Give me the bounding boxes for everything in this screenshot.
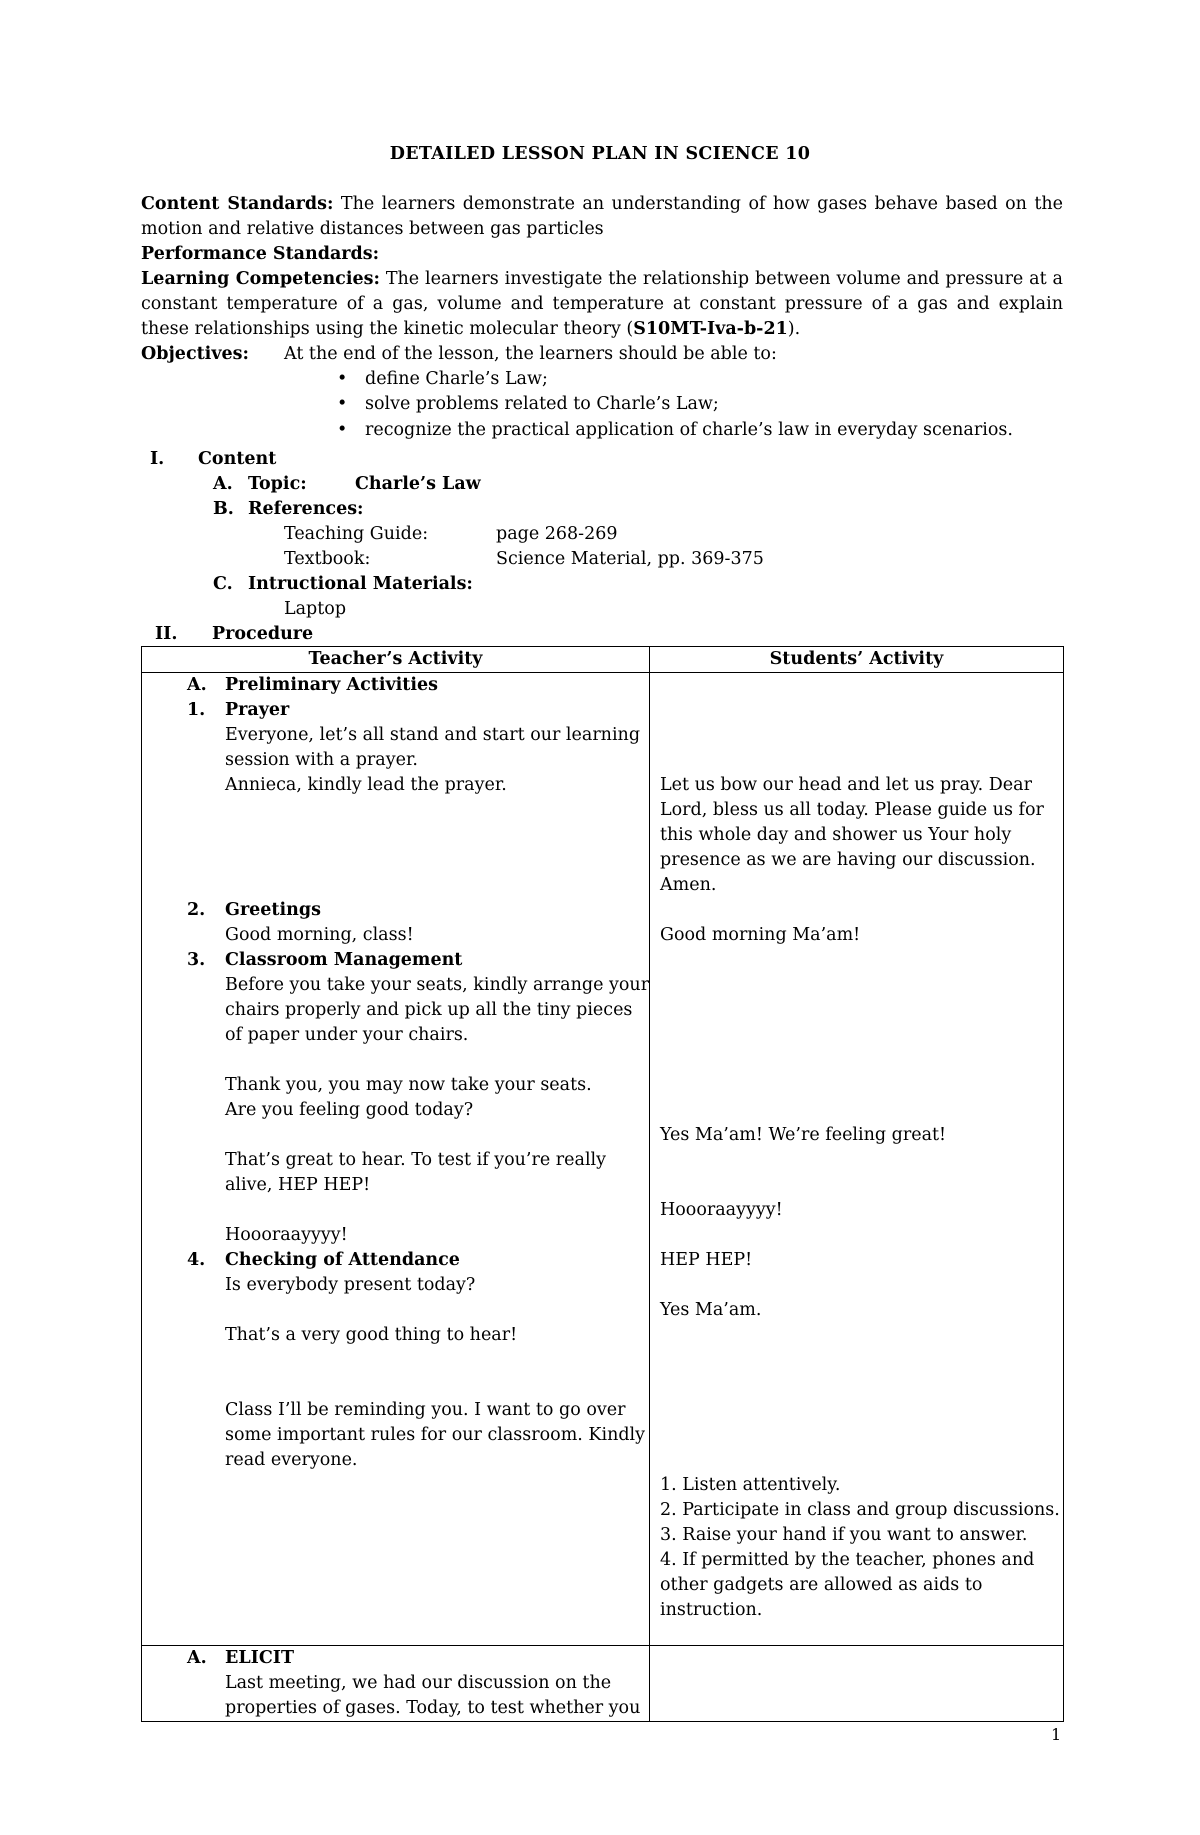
student-line: Yes Ma’am. bbox=[660, 1300, 762, 1320]
references-letter: B. bbox=[213, 499, 234, 519]
content-heading: Content bbox=[198, 449, 277, 469]
student-line: Yes Ma’am! We’re feeling great! bbox=[660, 1125, 947, 1145]
management-heading: Classroom Management bbox=[225, 950, 463, 970]
teacher-line: Are you feeling good today? bbox=[225, 1100, 474, 1120]
student-line: Good morning Ma’am! bbox=[660, 925, 861, 945]
table-row bbox=[142, 673, 1064, 1646]
performance-standards-label: Performance Standards: bbox=[141, 244, 380, 264]
elicit-heading: ELICIT bbox=[225, 1648, 294, 1668]
procedure-heading: Procedure bbox=[212, 624, 314, 644]
topic-label: Topic: bbox=[248, 474, 307, 494]
teacher-line: alive, HEP HEP! bbox=[225, 1175, 371, 1195]
content-standards bbox=[141, 192, 1063, 242]
student-line: this whole day and shower us Your holy bbox=[660, 825, 1012, 845]
textbook-label: Textbook: bbox=[284, 549, 371, 569]
greetings-heading: Greetings bbox=[225, 900, 321, 920]
materials-value: Laptop bbox=[284, 599, 347, 619]
teacher-line: Thank you, you may now take your seats. bbox=[225, 1075, 592, 1095]
teacher-line: of paper under your chairs. bbox=[225, 1025, 469, 1045]
students-cell bbox=[650, 673, 1064, 1646]
table-row bbox=[142, 1646, 1064, 1722]
student-line: HEP HEP! bbox=[660, 1250, 753, 1270]
teacher-line: session with a prayer. bbox=[225, 750, 418, 770]
teacher-line: Last meeting, we had our discussion on the bbox=[225, 1673, 612, 1693]
materials-label: Intructional Materials: bbox=[248, 574, 473, 594]
content-standards-text: The learners demonstrate an understanding of how gases behave based on the motion and relative distances between gas particles bbox=[141, 194, 1063, 239]
teacher-cell bbox=[142, 1646, 650, 1722]
rule-item: 2. Participate in class and group discussions. bbox=[660, 1500, 1060, 1520]
teacher-line: That’s a very good thing to hear! bbox=[225, 1325, 518, 1345]
student-line: Amen. bbox=[660, 875, 717, 895]
objective-item: • solve problems related to Charle’s Law; bbox=[365, 392, 719, 417]
prayer-number: 1. bbox=[187, 700, 206, 720]
document-title: DETAILED LESSON PLAN IN SCIENCE 10 bbox=[389, 144, 811, 164]
students-cell bbox=[650, 1646, 1064, 1722]
references-label: References: bbox=[248, 499, 364, 519]
materials-letter: C. bbox=[213, 574, 233, 594]
teaching-guide-value: page 268-269 bbox=[496, 524, 618, 544]
teacher-line: Before you take your seats, kindly arrange your bbox=[225, 975, 650, 995]
objective-item: • recognize the practical application of charle’s law in everyday scenarios. bbox=[365, 418, 1013, 443]
management-number: 3. bbox=[187, 950, 206, 970]
procedure-table bbox=[141, 646, 1064, 1722]
elicit-letter: A. bbox=[187, 1648, 207, 1668]
attendance-number: 4. bbox=[187, 1250, 206, 1270]
rule-item: 4. If permitted by the teacher, phones and bbox=[660, 1550, 1035, 1570]
table-header-row bbox=[142, 647, 1064, 673]
learning-competencies-text: The learners investigate the relationship between volume and pressure at a constant temperature of a gas, volume and temperature at constant pressure of a gas and explain these relationships using the kinetic molecular theory ( bbox=[141, 269, 1063, 339]
teacher-activity-header: Teacher’s Activity bbox=[142, 647, 650, 673]
prayer-heading: Prayer bbox=[225, 700, 290, 720]
teacher-line: That’s great to hear. To test if you’re really bbox=[225, 1150, 607, 1170]
attendance-heading: Checking of Attendance bbox=[225, 1250, 460, 1270]
student-line: Hoooraayyyy! bbox=[660, 1200, 783, 1220]
greetings-number: 2. bbox=[187, 900, 206, 920]
preliminary-letter: A. bbox=[187, 675, 207, 695]
topic-letter: A. bbox=[213, 474, 233, 494]
performance-standards bbox=[141, 242, 1063, 267]
teacher-line: Is everybody present today? bbox=[225, 1275, 476, 1295]
content-standards-label: Content Standards: bbox=[141, 194, 334, 214]
objective-item: • define Charle’s Law; bbox=[365, 367, 548, 392]
teacher-cell bbox=[142, 673, 650, 1646]
teacher-line: Hoooraayyyy! bbox=[225, 1225, 348, 1245]
rule-item: instruction. bbox=[660, 1600, 763, 1620]
teacher-line: chairs properly and pick up all the tiny pieces bbox=[225, 1000, 633, 1020]
learning-competencies bbox=[141, 267, 1063, 342]
preliminary-heading: Preliminary Activities bbox=[225, 675, 439, 695]
teaching-guide-label: Teaching Guide: bbox=[284, 524, 429, 544]
teacher-line: some important rules for our classroom. Kindly bbox=[225, 1425, 646, 1445]
objectives-intro: At the end of the lesson, the learners should be able to: bbox=[284, 344, 777, 364]
rule-item: 1. Listen attentively. bbox=[660, 1475, 841, 1495]
student-line: presence as we are having our discussion. bbox=[660, 850, 1036, 870]
procedure-numeral: II. bbox=[155, 624, 178, 644]
competency-code: S10MT-Iva-b-21 bbox=[633, 319, 788, 339]
rule-item: 3. Raise your hand if you want to answer. bbox=[660, 1525, 1028, 1545]
objectives-label: Objectives: bbox=[141, 344, 249, 364]
teacher-line: read everyone. bbox=[225, 1450, 358, 1470]
teacher-line: Class I’ll be reminding you. I want to go over bbox=[225, 1400, 626, 1420]
topic-value: Charle’s Law bbox=[355, 474, 481, 494]
students-activity-header: Students’ Activity bbox=[650, 647, 1064, 673]
student-line: Let us bow our head and let us pray. Dear bbox=[660, 775, 1032, 795]
teacher-line: properties of gases. Today, to test whether you bbox=[225, 1698, 641, 1718]
competency-code-tail: ). bbox=[787, 319, 801, 339]
rule-item: other gadgets are allowed as aids to bbox=[660, 1575, 983, 1595]
teacher-line: Annieca, kindly lead the prayer. bbox=[225, 775, 507, 795]
student-line: Lord, bless us all today. Please guide us for bbox=[660, 800, 1044, 820]
learning-competencies-label: Learning Competencies: bbox=[141, 269, 380, 289]
page-number: 1 bbox=[1051, 1725, 1062, 1744]
textbook-value: Science Material, pp. 369-375 bbox=[496, 549, 764, 569]
content-numeral: I. bbox=[150, 449, 165, 469]
teacher-line: Everyone, let’s all stand and start our learning bbox=[225, 725, 641, 745]
teacher-line: Good morning, class! bbox=[225, 925, 414, 945]
